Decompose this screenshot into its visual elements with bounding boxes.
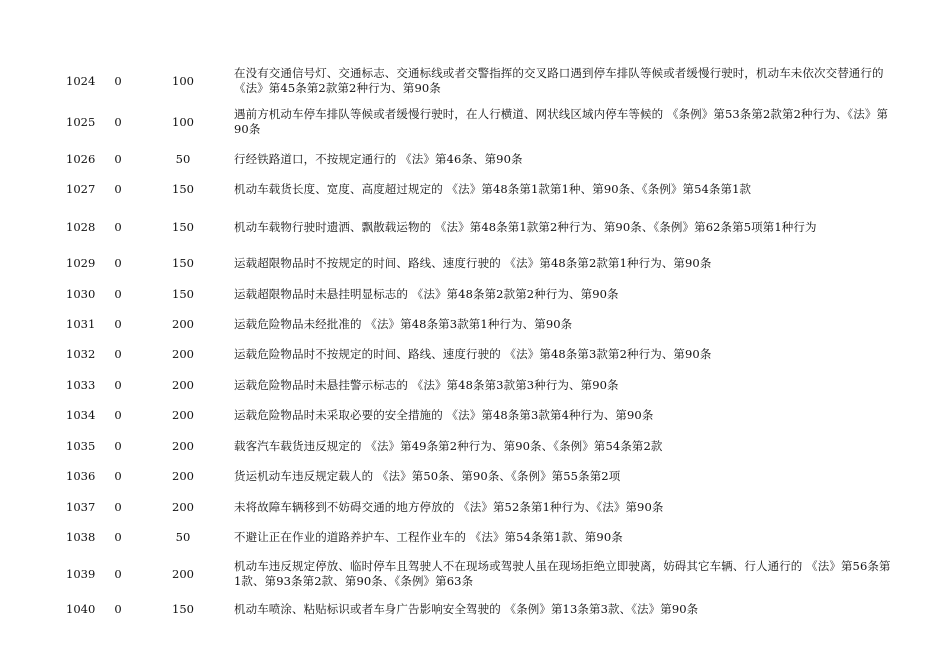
violation-description: 机动车违反规定停放、临时停车且驾驶人不在现场或驾驶人虽在现场拒绝立即驶离，妨碍其它车辆、行人通行的 《法》第56条第1款、第93条第2款、第90条、《条例》第63条 (234, 559, 891, 588)
fine-amount: 50 (175, 152, 191, 166)
fine-amount: 100 (172, 114, 194, 129)
table-row (0, 316, 950, 333)
violation-code: 1031 (66, 317, 96, 331)
violation-description: 未将故障车辆移到不妨碍交通的地方停放的 《法》第52条第1种行为、《法》第90条 (234, 500, 664, 514)
violation-code: 1026 (66, 152, 96, 166)
violation-description: 机动车载物行驶时遗洒、飘散载运物的 《法》第48条第1款第2种行为、第90条、《条例》第62条第5项第1种行为 (234, 219, 817, 234)
violation-code: 1039 (66, 566, 96, 581)
fine-amount: 200 (172, 469, 194, 483)
fine-amount: 200 (172, 347, 194, 361)
penalty-points: 0 (114, 182, 122, 196)
violation-code: 1040 (66, 602, 96, 616)
penalty-points: 0 (114, 469, 122, 483)
violation-description: 机动车载货长度、宽度、高度超过规定的 《法》第48条第1款第1种、第90条、《条例》第54条第1款 (234, 182, 752, 196)
violation-description: 运载危险物品未经批准的 《法》第48条第3款第1种行为、第90条 (234, 317, 573, 331)
violation-code: 1024 (66, 73, 96, 88)
table-row (0, 64, 950, 98)
violation-description: 遇前方机动车停车排队等候或者缓慢行驶时，在人行横道、网状线区域内停车等候的 《条例》第53条第2款第2种行为、《法》第90条 (234, 107, 889, 136)
violation-code: 1027 (66, 182, 96, 196)
penalty-points: 0 (114, 114, 122, 129)
table-row (0, 468, 950, 485)
fine-amount: 50 (175, 530, 191, 544)
violation-code: 1037 (66, 500, 96, 514)
penalty-points: 0 (114, 287, 122, 301)
fine-amount: 200 (172, 566, 194, 581)
penalty-points: 0 (114, 347, 122, 361)
table-row (0, 105, 950, 139)
table-row (0, 601, 950, 618)
violation-code: 1036 (66, 469, 96, 483)
penalty-points: 0 (114, 152, 122, 166)
table-row (0, 346, 950, 363)
violation-description: 运载危险物品时不按规定的时间、路线、速度行驶的 《法》第48条第3款第2种行为、第90条 (234, 347, 712, 361)
penalty-points: 0 (114, 378, 122, 392)
violation-code: 1035 (66, 439, 96, 453)
violation-code: 1033 (66, 378, 96, 392)
violation-code: 1028 (66, 219, 96, 234)
penalty-points: 0 (114, 219, 122, 234)
fine-amount: 150 (172, 219, 194, 234)
penalty-points: 0 (114, 530, 122, 544)
violation-description: 运载危险物品时未悬挂警示标志的 《法》第48条第3款第3种行为、第90条 (234, 378, 619, 392)
fine-amount: 150 (172, 287, 194, 301)
violation-description: 行经铁路道口，不按规定通行的 《法》第46条、第90条 (234, 152, 523, 166)
table-row (0, 499, 950, 516)
penalty-points: 0 (114, 408, 122, 422)
fine-amount: 200 (172, 439, 194, 453)
fine-amount: 200 (172, 317, 194, 331)
violation-code: 1030 (66, 287, 96, 301)
violation-code: 1032 (66, 347, 96, 361)
penalty-points: 0 (114, 566, 122, 581)
violation-code: 1034 (66, 408, 96, 422)
table-row (0, 407, 950, 424)
penalty-points: 0 (114, 317, 122, 331)
penalty-points: 0 (114, 500, 122, 514)
table-row (0, 210, 950, 244)
fine-amount: 100 (172, 73, 194, 88)
table-row (0, 557, 950, 591)
penalty-points: 0 (114, 439, 122, 453)
violation-description: 机动车喷涂、粘贴标识或者车身广告影响安全驾驶的 《条例》第13条第3款、《法》第90条 (234, 602, 699, 616)
violation-description: 在没有交通信号灯、交通标志、交通标线或者交警指挥的交叉路口遇到停车排队等候或者缓慢行驶时，机动车未依次交替通行的 《法》第45条第2款第2种行为、第90条 (234, 66, 884, 95)
fine-amount: 150 (172, 256, 194, 270)
violation-description: 载客汽车载货违反规定的 《法》第49条第2种行为、第90条、《条例》第54条第2款 (234, 439, 663, 453)
violation-code: 1025 (66, 114, 96, 129)
fine-amount: 150 (172, 602, 194, 616)
table-row (0, 438, 950, 455)
penalty-points: 0 (114, 73, 122, 88)
fine-amount: 150 (172, 182, 194, 196)
table-row (0, 255, 950, 272)
table-row (0, 377, 950, 394)
fine-amount: 200 (172, 500, 194, 514)
violation-description: 不避让正在作业的道路养护车、工程作业车的 《法》第54条第1款、第90条 (234, 530, 623, 544)
table-row (0, 286, 950, 303)
violation-description: 运载危险物品时未采取必要的安全措施的 《法》第48条第3款第4种行为、第90条 (234, 408, 654, 422)
table-row (0, 181, 950, 198)
violation-description: 运载超限物品时不按规定的时间、路线、速度行驶的 《法》第48条第2款第1种行为、第90条 (234, 256, 712, 270)
table-row (0, 529, 950, 546)
penalty-points: 0 (114, 256, 122, 270)
violation-description: 运载超限物品时未悬挂明显标志的 《法》第48条第2款第2种行为、第90条 (234, 287, 619, 301)
penalty-points: 0 (114, 602, 122, 616)
violation-description: 货运机动车违反规定载人的 《法》第50条、第90条、《条例》第55条第2项 (234, 469, 621, 483)
violation-code: 1029 (66, 256, 96, 270)
fine-amount: 200 (172, 378, 194, 392)
violation-code: 1038 (66, 530, 96, 544)
fine-amount: 200 (172, 408, 194, 422)
table-row (0, 151, 950, 168)
